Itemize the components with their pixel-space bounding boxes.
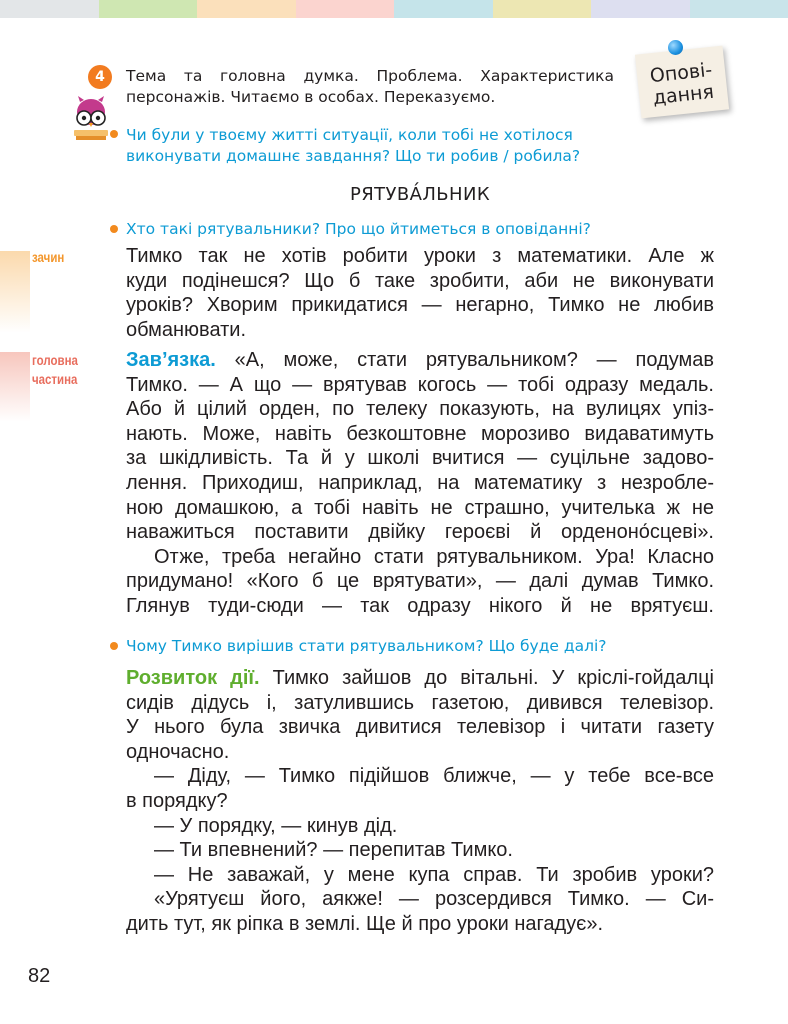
dialog-line: в порядку?	[126, 789, 228, 812]
bullet-dot	[110, 225, 118, 233]
dialog-line: — Діду, — Тимко підійшов ближче, — у тебе все-все	[154, 765, 714, 788]
strip-segment	[690, 0, 788, 18]
top-color-strip	[0, 0, 788, 18]
text-line: лення. Приходиш, наприклад, на математику з незроблe-	[126, 471, 714, 494]
side-bar-zachyn	[0, 251, 30, 333]
text-line	[126, 348, 714, 373]
owl-mascot-icon	[70, 96, 112, 142]
page-number: 82	[28, 965, 51, 987]
genre-line-2: дання	[651, 80, 715, 110]
text-line: обманювати.	[126, 318, 247, 341]
strip-segment	[0, 0, 99, 18]
dialog-line: «Урятуєш його, аякже! — розсердився Тимко. — Си-	[154, 888, 714, 911]
genre-line-1: Опові-	[648, 58, 714, 88]
text-line: Тимко так не хотів робити уроки з математики. Але ж	[126, 245, 714, 267]
dialog-line: дить тут, як ріпка в землі. Ще й про уроки нагадує».	[126, 912, 604, 935]
prompt-question-2: Чому Тимко вирішив стати рятувальником? Що буде далі?	[126, 637, 607, 655]
bullet-dot	[110, 130, 118, 138]
warmup-question: Чи були у твоєму житті ситуації, коли тобі не хотілося виконувати домашнє завдання? Що ти робив / робила?	[126, 126, 581, 165]
text-line: нають. Може, навіть безкоштовне морозиво видаватимуть	[126, 422, 714, 445]
text-line: сидів дідусь і, затулившись газетою, дивився телевізор.	[126, 691, 714, 714]
text-line: Тимко. — А що — врятував когось — тобі одразу медаль.	[126, 373, 714, 396]
text-line: одночасно.	[126, 740, 230, 763]
side-label-zachyn: зачин	[32, 249, 65, 265]
rozvytok-label: Розвиток дії.	[126, 667, 260, 689]
prompt-question-1: Хто такі рятувальники? Про що йтиметься в оповіданні?	[126, 220, 591, 238]
dialog-line: — Ти впевнений? — перепитав Тимко.	[154, 839, 513, 862]
side-label-holovna-1: головна	[32, 352, 78, 368]
strip-segment	[197, 0, 296, 18]
strip-segment	[591, 0, 690, 18]
text-line: за шкідливість. Та й у школі вчитися — суцільне задово-	[126, 447, 714, 470]
text-line	[126, 666, 714, 691]
strip-segment	[296, 0, 395, 18]
text-fragment: «А, може, стати рятувальником? — подумав	[234, 349, 714, 371]
text-line: Отже, треба негайно стати рятувальником. Ура! Класно	[154, 545, 714, 568]
text-line: придумано! «Кого б це врятувати», — далі думав Тимко.	[126, 570, 714, 593]
strip-segment	[99, 0, 198, 18]
text-line: Глянув туди-сюди — так одразу нікого й не врятуєш.	[126, 594, 714, 617]
paragraph-2	[126, 348, 714, 619]
text-line: ною домашкою, а тобі навіть не страшно, учителька ж не	[126, 496, 714, 519]
text-line: Або й цілий орден, по телеку показують, на вулицях упіз-	[126, 398, 714, 421]
text-line: куди подінешся? Що б таке зробити, аби не виконувати	[126, 269, 714, 292]
genre-note-card	[635, 46, 729, 119]
text-line: уроків? Хворим прикидатися — негарно, Тимко не любив	[126, 294, 714, 317]
zavyazka-label: Зав’язка.	[126, 349, 216, 371]
pushpin-icon	[668, 40, 683, 55]
side-bar-holovna	[0, 352, 30, 422]
task-number-badge: 4	[88, 65, 112, 89]
text-line: У нього була звичка дивитися телевізор і читати газету	[126, 716, 714, 739]
paragraph-1	[126, 244, 714, 342]
story-title: РЯТУВА́ЛЬНИК	[349, 184, 491, 205]
bullet-dot	[110, 642, 118, 650]
text-line: наважиться поставити двійку героєві й орденоно́сцеві».	[126, 521, 714, 544]
strip-segment	[394, 0, 493, 18]
strip-segment	[493, 0, 592, 18]
dialog-line: — Не заважай, у мене купа справ. Ти зробив уроки?	[154, 863, 714, 886]
side-label-holovna-2: частина	[32, 371, 78, 387]
dialog-line: — У порядку, — кинув дід.	[154, 814, 398, 837]
task-description: Тема та головна думка. Проблема. Характеристика персонажів. Читаємо в особах. Переказуємо.	[126, 67, 614, 106]
text-fragment: Тимко зайшов до вітальні. У кріслі-гойдалці	[272, 667, 714, 689]
paragraph-4	[126, 666, 714, 937]
